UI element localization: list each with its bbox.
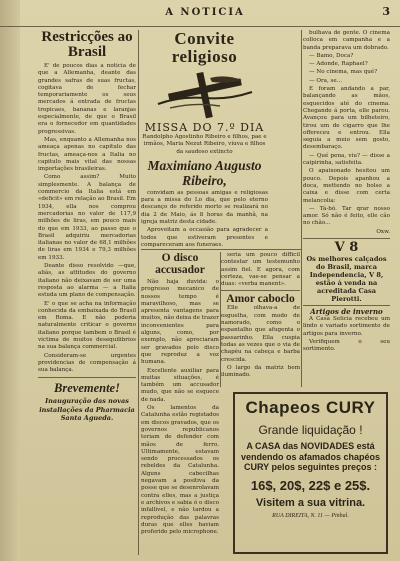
paragraph: O largo da matriz bem iluminado. (221, 364, 300, 379)
headline-convite: Convite religioso (171, 30, 238, 66)
paragraph: — Qué pena, viu? — disse a caipirinha, satisfeita. (303, 152, 390, 167)
column-divider (138, 30, 139, 555)
column-divider (301, 30, 302, 387)
page-number: 3 (382, 5, 390, 18)
headline-amor: Amor caboclo (226, 293, 295, 306)
headline-brevemente: Brevemente! (54, 381, 120, 396)
ad-prices: 16$, 20$, 22$ e 25$. (250, 477, 371, 493)
paragraph: E' o que se acha na informação conhecida da embaixada do Brasil em Roma. E não poderia naturalmente criticar o governo italiano porque tambem o Brasil é victima de muitos desequilibrios na sua balança commercial. (38, 300, 136, 351)
column-1 (38, 30, 136, 555)
deceased-name: Maximiano Augusto Ribeiro, (147, 157, 262, 188)
headline-disco: O disco accusador (155, 252, 205, 276)
ad-title: Chapeos CURY (245, 398, 376, 417)
artigos-end: Verifiquem o seu sortimento. (303, 338, 390, 353)
paragraph: Elle olhava-a de esguelha, com modo de namorado, como o espantalho que afugenta o passarinho. Ella cuspia todas as vezes que o via de chapéu na cabeça e barba crescida. (221, 305, 300, 363)
paragraph: Não haja duvida: o progresso mecanico de nossos tempo é maravilhoso, mas se apresenta vantagens para muitos, não deixa de trazer inconvenientes para alguns, como, por exemplo, não apreciaram ser gravados pelo disco que reproduz a voz humana. (141, 279, 219, 366)
invite-thanks: Aproveitam a occasião para agradecer a todos que estiveram presentes e compareceram aos funeraes. (141, 227, 268, 248)
divider (221, 290, 300, 291)
artigos-title: Artigos de inverno (310, 307, 383, 317)
disco-continuation: seria um pouco difficil contestar um testemunho assim fiel. E agora, com certeza, vae-se pensar a duas: «verba manent». (221, 252, 300, 288)
chapeos-cury-ad (233, 392, 388, 554)
paragraph: Como assim? Muito simplesmente. A balança de commercio da Italia está em «deficit» em relação ao Brasil. Em 1934, ella nos comprou mercadorias no valor de 117,9 milhões de liras, em pouco mais do que em 1933, ao passo que o Brasil adquiriu mercadorias italianas no valor de 68,1 milhões de liras em 1934 e 79,3 milhões em 1933. (38, 174, 136, 261)
invite-body: convidam as pessoas amigas e religiosas para a missa do Lo dia, que pelo eterno descanço de referido morto se realizará no dia 2 de Maio, ás 8 horas da manhã, na igreja matriz desta cidade. (141, 189, 268, 226)
invite-text: Randolpho Agostinho Ribeiro e filhos, pae e irmãos, Maria Nezut Ribeiro, viuva e filhos da saudoso extincto (142, 134, 267, 155)
signature: Oxw. (376, 228, 390, 235)
ad-body: A CASA das NOVIDADES está vendendo os afamados chapéos CURY pelos seguintes preços : (240, 441, 381, 472)
paragraph: — Bamo, Doca? (309, 52, 354, 59)
paragraph: Consideram-se urgentes providencias de compensação á sua balança. (38, 352, 136, 374)
masthead: A NOTICIA (165, 7, 245, 18)
page-fold-shadow (0, 0, 20, 561)
divider (303, 305, 390, 306)
paragraph: — No cinema, mas qué? (309, 69, 378, 76)
v8-text: Os melhores calçados do Brasil, marca Independencia, V 8, estão á venda na acreditada Casa Pierotti. (306, 255, 387, 304)
paragraph: O apaixonado hesitou um pouco. Depois apanhou a doca, mettendo no bolso a caixa e disse com certa melancolia: (303, 168, 390, 204)
column-4 (303, 30, 390, 385)
paragraph: bulhava de gente. O cinema colloca em campanha e a banda preparava um dobrado. (303, 30, 390, 51)
paragraph: Os lamentos da Catalunha estão registados em discos gravados, que os governos republicanos teriam de defender com mãos de ferro. Ultimamente, estavam sendo processados os rebeldes da Catalunha. Alguns cabecilhas negavam a positiva da posse que se desenrolavam contra elles, mas a justiça e archivos e sabia ó o disco infallivel, e não tardou a reprodução das palavras duras que elles haviam proferido pelo microphone. (141, 405, 219, 536)
paragraph: — Adonde, Raphael? (309, 61, 368, 68)
artigos-text: A Casa Selicia recebeu um lindo e variado sortimento de artigos para inverno. (303, 316, 390, 337)
paragraph: Excellente auxiliar para muitas situações, é também um accusador mudo, que não se esquece de nada. (141, 367, 219, 403)
paragraph: — Tá-bó. Tar qrar nosso amor. Só não é feito, elle cão no chão... (303, 205, 390, 227)
disco-accusador-block (141, 252, 219, 555)
ad-address: RUA DIREITA, N. 11 — Pinhal. (272, 512, 349, 519)
section-divider (141, 249, 301, 250)
ad-subtitle: Grande liquidação ! (258, 423, 363, 437)
brevemente-text: Inauguração das novas installações da Pharmacia Santa Agueda. (39, 397, 135, 422)
missa-title: MISSA DO 7.º DIA (144, 121, 265, 134)
paragraph: Deante disso resolvido —que, aliás, as attitudes do governo italiano não deixavam de ser uma resposta ao alarma — a Italia estuda um plano de compensação. (38, 263, 136, 299)
amor-caboclo-block (221, 252, 300, 387)
paragraph: — Ora, se... (309, 77, 343, 84)
crucifix-icon (150, 68, 260, 120)
paragraph: Mas, enquanto a Allemanha nos ameaça apenas no capitulo das fructas, ameaça-nos a Italia no capitulo mais vital das nossas importações brasileiras. (38, 136, 136, 173)
convite-religioso-block (141, 30, 268, 248)
paragraph: E' de poucos dias a noticia de que a Allemanha, deante das grandes safras de suas fructas, cogitava de fechar temporariamente os seus mercados á entrada de fructas tropicaes, bananas e laranjas especialmente, de que o Brasil era o fornecedor em quantidades progressivas. (38, 63, 136, 135)
ad-cta: Visitem a sua vitrina. (255, 496, 366, 509)
paragraph: E foram andando a par, balançando as mãos, esquecidos até do cinema. Chegando á porta, elle parou. Avançou para um bilheteiro, tirou um de cigarro que lhe offereceu e entrou. Ella seguia a meio sem gosto, desembaraço. (303, 86, 390, 151)
page-header (0, 0, 400, 27)
divider (38, 377, 136, 378)
headline-restricoes: Restricções ao Brasil (41, 30, 133, 60)
divider (303, 238, 390, 239)
v8-title: V 8 (334, 240, 359, 256)
